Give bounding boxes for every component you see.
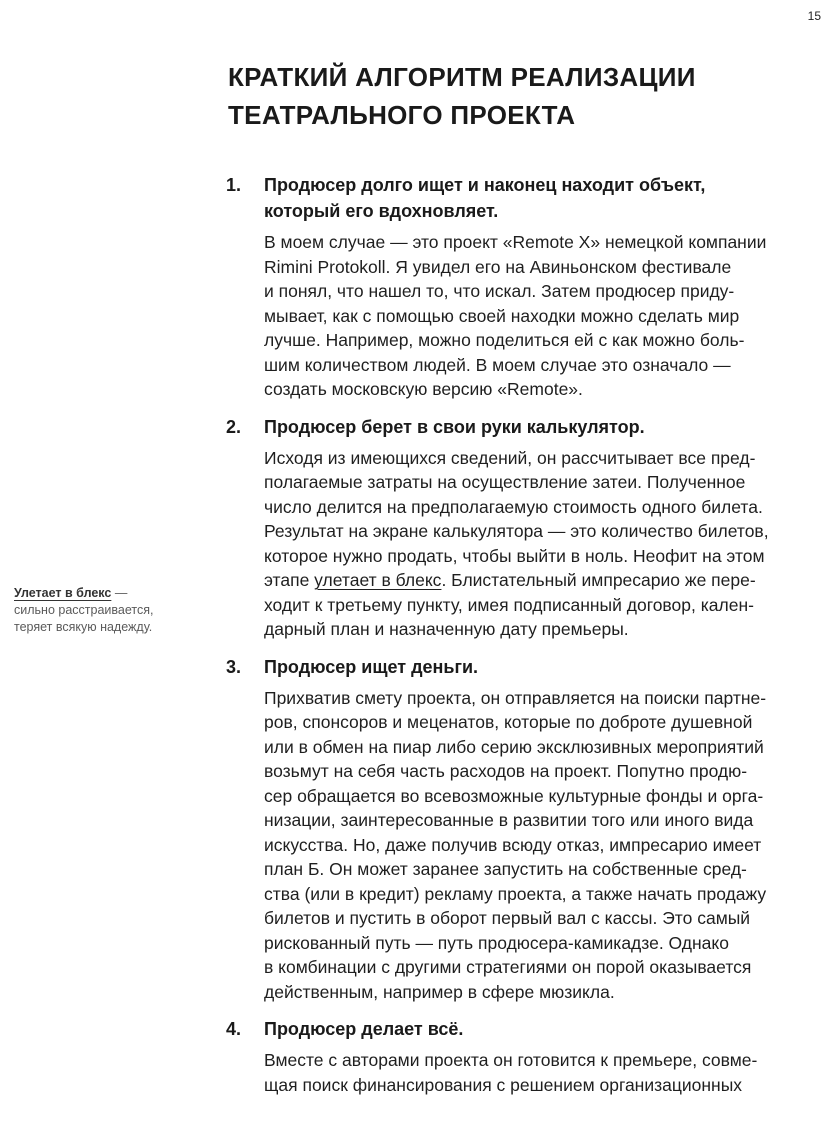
- step-number: 3.: [226, 656, 242, 677]
- sidenote-dash: —: [111, 586, 128, 600]
- body-line: Результат на экране калькулятора — это количество билетов,: [264, 521, 769, 541]
- body-line: полагаемые затраты на осуществление затеи. Полученное: [264, 472, 746, 492]
- body-line: возьмут на себя часть расходов на проект. Попутно продю-: [264, 761, 748, 781]
- sidenote-definition-line: теряет всякую надежду.: [14, 620, 153, 634]
- body-line: которое нужно продать, чтобы выйти в ноль. Неофит на этом: [264, 545, 765, 566]
- body-line: низации, заинтересованные в развитии того или иного вида: [264, 810, 754, 830]
- body-line: В моем случае — это проект «Remote X» немецкой компании: [264, 232, 767, 252]
- sidenote-term-line: [14, 585, 189, 602]
- body-line: ров, спонсоров и меценатов, которые по доброте душевной: [264, 712, 753, 732]
- step-body: [264, 686, 826, 1005]
- body-line: мывает, как с помощью своей находки можно сделать мир: [264, 305, 740, 326]
- step-heading: [226, 1016, 826, 1042]
- body-line: Исходя из имеющихся сведений, он рассчитывает все пред-: [264, 447, 756, 468]
- step-heading: [226, 654, 826, 680]
- glossary-sidenote: [14, 585, 189, 636]
- sidenote-definition-line: сильно расстраивается,: [14, 603, 154, 617]
- body-text: этапе: [264, 570, 315, 590]
- step-heading: [226, 172, 826, 224]
- body-line: ства (или в кредит) рекламу проекта, а также начать продажу: [264, 883, 767, 904]
- step-number: 4.: [226, 1019, 242, 1039]
- body-line: число делится на предполагаемую стоимость одного билета.: [264, 496, 763, 517]
- body-line: действенным, например в сфере мюзикла.: [264, 981, 615, 1002]
- step-title-line: Продюсер делает всё.: [264, 1019, 464, 1039]
- step-1: [226, 172, 826, 402]
- step-title-line: Продюсер ищет деньги.: [264, 656, 479, 677]
- body-line: ходит к третьему пункту, имея подписанный договор, кален-: [264, 594, 754, 615]
- step-title-line: Продюсер долго ищет и наконец находит объект,: [264, 175, 706, 195]
- page-title: [228, 58, 808, 134]
- body-line: и понял, что нашел то, что искал. Затем продюсер приду-: [264, 281, 735, 301]
- body-line: шим количеством людей. В моем случае это означало —: [264, 354, 731, 375]
- page-title-line-1: КРАТКИЙ АЛГОРИТМ РЕАЛИЗАЦИИ: [228, 62, 696, 92]
- step-3: [226, 654, 826, 1005]
- step-title: [264, 414, 645, 440]
- body-line: рискованный путь — путь продюсера-камикадзе. Однако: [264, 932, 729, 953]
- step-number: 1.: [226, 175, 242, 195]
- body-line: Прихватив смету проекта, он отправляется на поиски партне-: [264, 687, 767, 708]
- body-line: Вместе с авторами проекта он готовится к премьере, совме-: [264, 1050, 758, 1070]
- glossary-term-link[interactable]: улетает в блекс: [314, 570, 442, 590]
- body-line: в комбинации с другими стратегиями он порой оказывается: [264, 957, 752, 977]
- step-2: [226, 414, 826, 642]
- body-line: создать московскую версию «Remote».: [264, 379, 583, 399]
- page-number: 15: [807, 9, 821, 23]
- body-line: план Б. Он может заранее запустить на собственные сред-: [264, 859, 747, 879]
- page-title-line-2: ТЕАТРАЛЬНОГО ПРОЕКТА: [228, 100, 576, 130]
- step-title-line: Продюсер берет в свои руки калькулятор.: [264, 416, 645, 437]
- step-title: [264, 654, 478, 680]
- sidenote-term: Улетает в блекс: [14, 586, 112, 600]
- body-line-with-glossary-term: [264, 568, 826, 593]
- step-title: [264, 1016, 463, 1042]
- step-title-line: который его вдохновляет.: [264, 201, 499, 221]
- body-line: или в обмен на пиар либо серию эксклюзивных мероприятий: [264, 736, 764, 757]
- step-body: [264, 1048, 826, 1097]
- body-line: щая поиск финансирования с решением организационных: [264, 1074, 743, 1095]
- body-text: . Блистательный импресарио же пере-: [441, 570, 756, 590]
- step-heading: [226, 414, 826, 440]
- body-line: искусства. Но, даже получив всюду отказ, импресарио имеет: [264, 834, 762, 855]
- body-line: дарный план и назначенную дату премьеры.: [264, 619, 629, 639]
- algorithm-steps: [226, 172, 826, 1097]
- step-title: [264, 172, 705, 224]
- step-number: 2.: [226, 416, 242, 437]
- step-body: [264, 446, 826, 642]
- body-line: Rimini Protokoll. Я увидел его на Авиньонском фестивале: [264, 256, 732, 277]
- step-body: [264, 230, 826, 402]
- body-line: лучше. Например, можно поделиться ей с как можно боль-: [264, 330, 745, 350]
- body-line: билетов и пустить в оборот первый вал с кассы. Это самый: [264, 908, 751, 928]
- step-4: [226, 1016, 826, 1097]
- body-line: сер обращается во всевозможные культурные фонды и орга-: [264, 785, 764, 806]
